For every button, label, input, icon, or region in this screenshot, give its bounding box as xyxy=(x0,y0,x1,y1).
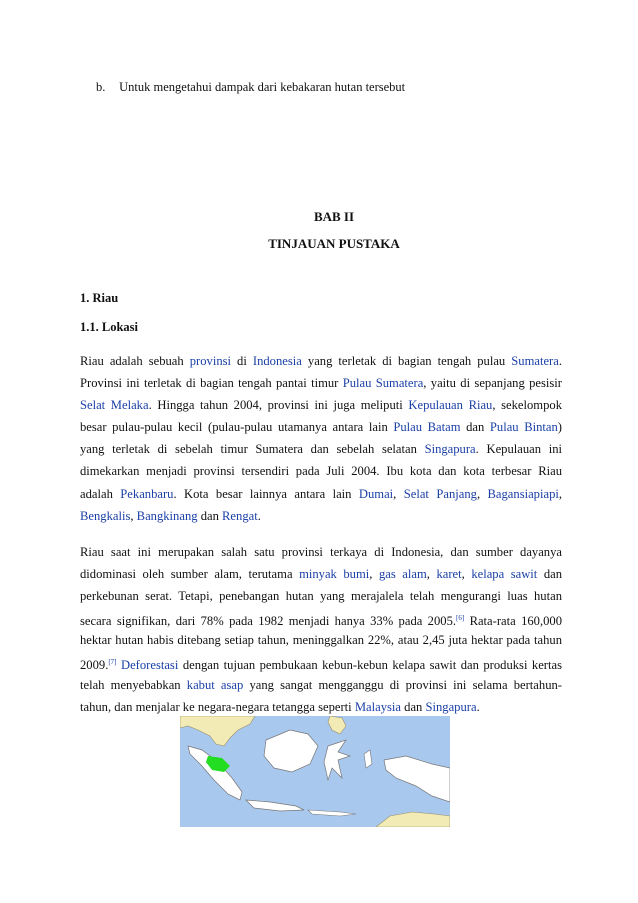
text-run: Riau adalah sebuah xyxy=(80,354,190,368)
wiki-link[interactable]: Singapura xyxy=(424,442,476,457)
text-run: besar pulau-pulau kecil (pulau-pulau utamanya antara lain xyxy=(80,420,394,435)
text-run: Provinsi ini terletak di bagian tengah pantai timur xyxy=(80,376,343,391)
wiki-link[interactable]: Pulau Bintan xyxy=(489,420,558,435)
text-run: , xyxy=(369,567,379,582)
wiki-link[interactable]: karet xyxy=(436,567,462,582)
wiki-link[interactable]: Selat Panjang xyxy=(403,486,477,501)
citation-link[interactable]: [7] xyxy=(108,658,117,667)
text-run: . xyxy=(476,699,480,714)
text-run: , xyxy=(476,486,488,501)
wiki-link[interactable]: gas alam xyxy=(378,567,427,582)
text-line xyxy=(80,394,562,416)
wiki-link[interactable]: Pulau Batam xyxy=(393,420,461,435)
wiki-link[interactable]: Selat Melaka xyxy=(80,398,149,413)
wiki-link[interactable]: Pulau Sumatera xyxy=(342,376,424,391)
text-run: dan xyxy=(197,508,223,523)
text-run: . Hingga tahun 2004, provinsi ini juga meliputi xyxy=(148,398,409,413)
text-run: , sekelompok xyxy=(492,398,562,413)
text-line xyxy=(80,563,562,585)
wiki-link[interactable]: Malaysia xyxy=(354,699,401,714)
text-line xyxy=(80,483,562,505)
paragraph-resources xyxy=(80,541,562,718)
wiki-link[interactable]: Rengat xyxy=(222,508,258,523)
wiki-link[interactable]: kelapa sawit xyxy=(471,567,538,582)
chapter-number: BAB II xyxy=(313,209,355,224)
wiki-link[interactable]: Pekanbaru xyxy=(120,486,174,501)
text-line xyxy=(80,651,562,673)
text-run: . Kepulauan ini xyxy=(475,442,562,457)
text-run: perkebunan serat. Tetapi, penebangan hutan yang merajalela telah mengurangi luas hutan xyxy=(80,589,562,604)
wiki-link[interactable]: kabut asap xyxy=(186,677,244,692)
text-run: didominasi oleh sumber alam, terutama xyxy=(80,567,300,582)
text-run: dan xyxy=(537,567,563,582)
text-run: , xyxy=(558,486,563,501)
text-run: yang terletak di sebelah timur Sumatera dan sebelah selatan xyxy=(80,442,425,457)
text-run: , xyxy=(426,567,437,582)
text-run: di xyxy=(231,354,253,368)
text-run: adalah xyxy=(80,486,121,501)
wiki-link[interactable]: Bagansiapiapi xyxy=(487,486,559,501)
text-line xyxy=(80,505,562,527)
text-run: dan xyxy=(460,420,490,435)
text-run: ) xyxy=(557,420,562,435)
text-line xyxy=(80,438,562,460)
text-run: dan xyxy=(401,699,426,714)
text-run: secara signifikan, dari 78% pada 1982 menjadi hanya 33% pada 2005. xyxy=(80,614,457,629)
paragraph-location xyxy=(80,350,562,527)
text-run: Rata-rata 160,000 xyxy=(464,614,562,629)
section-heading: 1. Riau xyxy=(80,291,119,305)
citation-link[interactable]: [6] xyxy=(456,614,465,623)
text-run: yang terletak di bagian tengah pulau xyxy=(301,354,512,368)
wiki-link[interactable]: provinsi xyxy=(189,354,232,368)
wiki-link[interactable]: Deforestasi xyxy=(120,658,179,673)
list-text: Untuk mengetahui dampak dari kebakaran hutan tersebut xyxy=(119,80,406,94)
subsection-heading: 1.1. Lokasi xyxy=(80,320,139,334)
text-line xyxy=(80,674,562,696)
text-line xyxy=(80,372,562,394)
wiki-link[interactable]: Kepulauan Riau xyxy=(408,398,493,413)
text-line xyxy=(80,350,562,372)
text-run: , xyxy=(393,486,404,501)
text-line xyxy=(80,541,562,563)
wiki-link[interactable]: Indonesia xyxy=(252,354,302,368)
text-line xyxy=(80,460,562,482)
text-line xyxy=(80,416,562,438)
text-line xyxy=(80,585,562,607)
wiki-link[interactable]: Bengkalis xyxy=(80,508,131,523)
wiki-link[interactable]: Dumai xyxy=(358,486,394,501)
text-run: dimekarkan menjadi provinsi tersendiri pada Juli 2004. Ibu kota dan kota terbesar Riau xyxy=(80,464,562,479)
text-run: , xyxy=(130,508,137,523)
indonesia-map xyxy=(180,716,450,827)
text-run: dengan tujuan pembukaan kebun-kebun kelapa sawit dan produksi kertas xyxy=(178,658,562,673)
list-item-b xyxy=(96,80,405,95)
text-run: . xyxy=(257,508,261,523)
text-run: . Kota besar lainnya antara lain xyxy=(173,486,359,501)
text-run: , yaitu di sepanjang pesisir xyxy=(423,376,562,391)
text-run: . xyxy=(558,354,562,368)
text-line xyxy=(80,607,562,629)
wiki-link[interactable]: Singapura xyxy=(425,699,477,714)
text-run: telah menyebabkan xyxy=(80,677,187,692)
text-run: tahun, dan menjalar ke negara-negara tetangga seperti xyxy=(80,699,355,714)
wiki-link[interactable]: minyak bumi xyxy=(299,567,370,582)
text-run: , xyxy=(461,567,472,582)
text-run: hektar hutan habis ditebang setiap tahun, meninggalkan 22%, atau 2,45 juta hektar pada tahun xyxy=(80,633,562,648)
text-line xyxy=(80,629,562,651)
text-run: Riau saat ini merupakan salah satu provinsi terkaya di Indonesia, dan sumber dayanya xyxy=(80,545,562,559)
text-line xyxy=(80,696,562,718)
wiki-link[interactable]: Sumatera xyxy=(511,354,559,368)
wiki-link[interactable]: Bangkinang xyxy=(136,508,198,523)
list-label: b. xyxy=(96,80,106,94)
chapter-title: TINJAUAN PUSTAKA xyxy=(268,236,400,251)
text-run: 2009. xyxy=(80,658,109,673)
text-run: yang sangat mengganggu di provinsi ini selama bertahun- xyxy=(243,677,562,692)
